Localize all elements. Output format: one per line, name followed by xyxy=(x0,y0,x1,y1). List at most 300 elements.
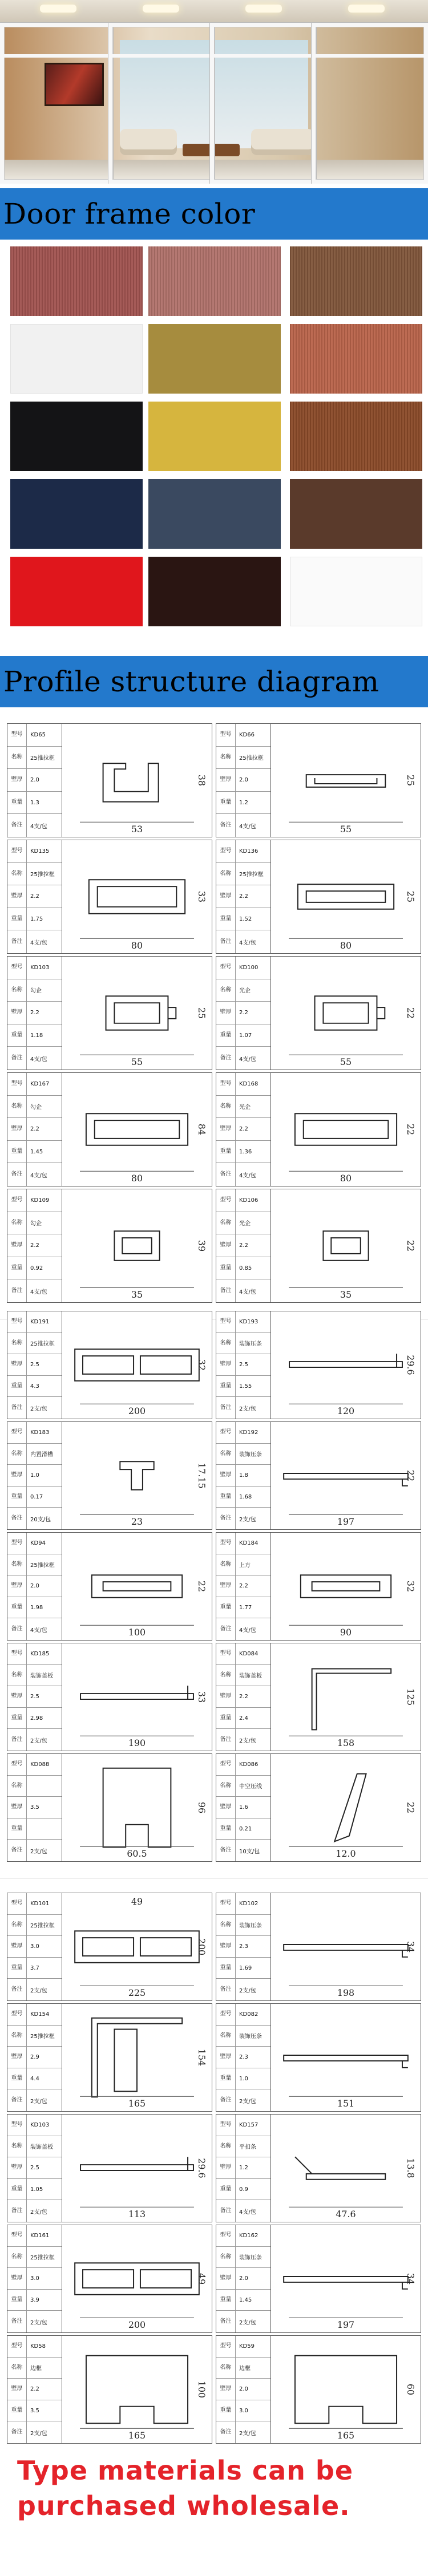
spec-value-thickness: 2.0 xyxy=(239,776,248,783)
dimension-label: 125 xyxy=(405,1688,416,1706)
profile-spec-table xyxy=(7,2115,62,2222)
spec-value-thickness: 2.2 xyxy=(239,1582,248,1589)
spec-label-weight: 重量 xyxy=(7,2068,27,2089)
spec-row-pack xyxy=(216,1979,270,2000)
spec-row-pack xyxy=(216,2311,270,2332)
spec-row-pack xyxy=(216,814,270,837)
profile-section-drawing xyxy=(62,1189,212,1302)
spec-row-weight xyxy=(7,1141,62,1164)
profile-section-drawing xyxy=(271,1189,421,1302)
dimension-label: 80 xyxy=(340,940,352,951)
spec-value-model: KD102 xyxy=(239,1900,259,1907)
spec-row-model xyxy=(7,1422,62,1444)
spec-value-name: 装饰压条 xyxy=(239,1452,262,1459)
spec-value-weight: 1.77 xyxy=(239,1604,252,1611)
profile-section-drawing xyxy=(271,1422,421,1529)
spec-label-name: 名称 xyxy=(7,2358,27,2379)
dimension-label: 100 xyxy=(128,1627,146,1638)
spec-value-pack: 2支/包 xyxy=(30,2319,47,2326)
profile-outline xyxy=(80,2157,193,2170)
spec-value-name: 25推拉框 xyxy=(239,755,264,762)
profile-card xyxy=(216,1532,421,1641)
spec-value-weight: 2.4 xyxy=(239,1715,248,1722)
profile-outline xyxy=(106,996,176,1030)
spec-label-pack: 备注 xyxy=(7,2311,27,2332)
profile-spec-table xyxy=(7,840,62,953)
spec-value-model: KD136 xyxy=(239,848,259,854)
spec-value-pack: 2支/包 xyxy=(30,2430,47,2437)
profile-card xyxy=(216,1189,421,1303)
profile-outline xyxy=(284,1473,408,1486)
spec-value-pack: 2支/包 xyxy=(30,1848,47,1855)
profile-drawing-svg xyxy=(62,2004,212,2111)
spec-label-name: 名称 xyxy=(7,979,27,1002)
spec-label-pack: 备注 xyxy=(216,2200,236,2222)
dimension-label: 200 xyxy=(128,1406,146,1417)
spec-row-model xyxy=(216,1533,270,1554)
profile-outline xyxy=(295,1113,397,1145)
spec-label-thickness: 壁厚 xyxy=(7,1002,27,1024)
spec-value-model: KD135 xyxy=(30,848,50,854)
spec-row-model xyxy=(216,724,270,747)
spec-value-thickness: 1.8 xyxy=(239,1472,248,1479)
spec-value-pack: 4支/包 xyxy=(239,823,256,830)
spec-value-weight: 0.17 xyxy=(30,1493,43,1500)
dimension-label: 25 xyxy=(196,1007,207,1019)
spec-label-model: 型号 xyxy=(7,2004,27,2025)
spec-label-pack: 备注 xyxy=(216,1618,236,1640)
spec-row-model xyxy=(7,2225,62,2247)
spec-row-thickness xyxy=(7,1575,62,1597)
spec-row-thickness xyxy=(7,2047,62,2068)
spec-label-pack: 备注 xyxy=(216,2311,236,2332)
spec-row-name xyxy=(7,2247,62,2269)
spec-label-pack: 备注 xyxy=(216,2421,236,2443)
profile-section-drawing xyxy=(271,2225,421,2332)
profile-drawing-svg xyxy=(271,2004,421,2111)
profile-spec-table xyxy=(7,2225,62,2332)
spec-row-pack xyxy=(216,1279,270,1302)
door-frame-center-left xyxy=(108,23,215,184)
spec-row-weight xyxy=(216,2400,270,2422)
profile-outline xyxy=(301,1575,391,1598)
spec-label-pack: 备注 xyxy=(7,2200,27,2222)
spec-label-thickness: 壁厚 xyxy=(216,2268,236,2289)
spec-label-model: 型号 xyxy=(7,2225,27,2246)
spec-row-pack xyxy=(216,1508,270,1529)
spec-label-thickness: 壁厚 xyxy=(7,1118,27,1140)
spec-value-thickness: 2.0 xyxy=(239,2385,248,2392)
spec-label-model: 型号 xyxy=(216,2225,236,2246)
spec-value-name: 25推拉框 xyxy=(30,1341,55,1348)
spec-row-weight xyxy=(7,908,62,931)
profile-outline xyxy=(295,2157,385,2180)
profile-outline xyxy=(92,1575,182,1598)
dimension-label: 29.6 xyxy=(196,2158,207,2178)
spec-label-pack: 备注 xyxy=(216,1397,236,1419)
spec-value-weight: 1.0 xyxy=(239,2075,248,2082)
spec-row-thickness xyxy=(216,1118,270,1141)
spec-label-weight: 重量 xyxy=(7,1597,27,1618)
profile-spec-table xyxy=(7,2336,62,2443)
spec-value-pack: 4支/包 xyxy=(30,939,47,946)
spec-label-name: 名称 xyxy=(7,1776,27,1797)
profile-outline xyxy=(114,1231,159,1260)
spec-row-name xyxy=(7,1665,62,1687)
spec-value-thickness: 2.2 xyxy=(30,2385,39,2392)
spec-label-weight: 重量 xyxy=(216,1487,236,1508)
profile-drawing-svg xyxy=(62,1754,212,1861)
spec-label-model: 型号 xyxy=(216,1073,236,1095)
spec-row-weight xyxy=(216,1257,270,1280)
spec-row-model xyxy=(216,2336,270,2358)
spec-value-thickness: 2.2 xyxy=(30,1009,39,1016)
spec-label-name: 名称 xyxy=(216,2026,236,2047)
spec-label-thickness: 壁厚 xyxy=(7,1797,27,1818)
spec-row-thickness xyxy=(216,1575,270,1597)
dimension-label: 198 xyxy=(337,1987,355,1999)
spec-row-thickness xyxy=(7,1234,62,1257)
spec-value-name: 中空压线 xyxy=(239,1784,262,1791)
spec-value-name: 25推拉框 xyxy=(30,2255,55,2262)
spec-row-name xyxy=(7,2136,62,2158)
spec-value-thickness: 2.5 xyxy=(30,2164,39,2171)
profile-card xyxy=(216,840,421,954)
dimension-label: 55 xyxy=(340,824,352,835)
dimension-label: 165 xyxy=(128,2098,146,2109)
spec-label-weight: 重量 xyxy=(7,792,27,814)
spec-value-pack: 2支/包 xyxy=(30,1987,47,1994)
spec-row-name xyxy=(7,1554,62,1576)
hero-photo xyxy=(0,0,428,184)
profile-outline xyxy=(306,775,386,787)
spec-row-weight xyxy=(7,2290,62,2311)
spec-label-thickness: 壁厚 xyxy=(216,885,236,908)
spec-label-weight: 重量 xyxy=(7,1024,27,1047)
spec-value-thickness: 3.0 xyxy=(30,2275,39,2282)
spec-value-model: KD65 xyxy=(30,731,46,738)
dimension-label: 197 xyxy=(337,2319,355,2331)
profile-drawing-svg xyxy=(62,2115,212,2222)
spec-row-pack xyxy=(7,1163,62,1186)
spec-value-model: KD100 xyxy=(239,964,259,971)
spec-label-thickness: 壁厚 xyxy=(216,1575,236,1597)
spec-row-weight xyxy=(216,1487,270,1508)
spec-label-pack: 备注 xyxy=(216,1279,236,1302)
profile-card xyxy=(7,2003,212,2112)
dimension-label: 25 xyxy=(405,890,416,903)
spec-row-thickness xyxy=(216,769,270,792)
spec-value-name: 装饰压条 xyxy=(239,2034,262,2040)
spec-label-pack: 备注 xyxy=(7,930,27,953)
spec-row-thickness xyxy=(7,1797,62,1818)
spec-label-name: 名称 xyxy=(7,1665,27,1686)
profile-spec-table xyxy=(216,2225,271,2332)
color-swatch-yellow-gold xyxy=(148,402,281,471)
spec-value-model: KD66 xyxy=(239,731,255,738)
spec-value-name: 25推拉框 xyxy=(30,1923,55,1930)
spec-label-thickness: 壁厚 xyxy=(7,885,27,908)
spec-row-name xyxy=(216,1554,270,1576)
color-swatch-slate-blue xyxy=(148,479,281,549)
spec-value-pack: 4支/包 xyxy=(30,823,47,830)
spec-value-pack: 2支/包 xyxy=(30,2209,47,2215)
profile-drawing-svg xyxy=(62,1311,212,1419)
spec-value-name: 25推拉框 xyxy=(30,755,55,762)
spec-row-thickness xyxy=(7,1686,62,1708)
spec-row-model xyxy=(216,1893,270,1915)
spec-row-name xyxy=(216,979,270,1002)
profile-section-drawing xyxy=(271,840,421,953)
spec-value-model: KD157 xyxy=(239,2121,259,2128)
spec-value-pack: 4支/包 xyxy=(30,1627,47,1634)
spec-row-pack xyxy=(7,1508,62,1529)
spec-value-name: 装饰盖板 xyxy=(239,1673,262,1680)
spec-value-thickness: 3.0 xyxy=(30,1943,39,1950)
profile-drawing-svg xyxy=(62,957,212,1070)
spec-value-pack: 4支/包 xyxy=(30,1172,47,1179)
profile-section-drawing xyxy=(62,1073,212,1186)
spec-value-pack: 4支/包 xyxy=(239,1289,256,1295)
profile-outline xyxy=(284,1945,408,1957)
spec-label-weight: 重量 xyxy=(216,1141,236,1163)
profile-spec-table xyxy=(216,1422,271,1529)
spec-label-model: 型号 xyxy=(216,1643,236,1664)
profile-section-title: Profile structure diagram xyxy=(3,665,379,698)
spec-value-weight: 1.07 xyxy=(239,1032,252,1039)
spec-value-model: KD183 xyxy=(30,1429,50,1436)
profile-drawing-svg xyxy=(271,957,421,1070)
spec-label-thickness: 壁厚 xyxy=(216,1465,236,1486)
spec-row-pack xyxy=(7,2421,62,2443)
dimension-label: 80 xyxy=(131,940,143,951)
spec-row-weight xyxy=(7,1708,62,1730)
spec-value-model: KD101 xyxy=(30,1900,50,1907)
profile-card xyxy=(7,1421,212,1530)
spec-value-model: KD59 xyxy=(239,2343,255,2350)
color-swatch-grid xyxy=(0,246,428,634)
spec-label-model: 型号 xyxy=(7,724,27,746)
dimension-label: 32 xyxy=(405,1580,416,1593)
spec-label-name: 名称 xyxy=(216,1212,236,1234)
spec-label-thickness: 壁厚 xyxy=(7,2157,27,2178)
profile-section-drawing xyxy=(62,724,212,837)
profile-card xyxy=(7,2335,212,2444)
dimension-label: 22 xyxy=(405,1123,416,1136)
spec-row-name xyxy=(7,1444,62,1465)
spec-row-weight xyxy=(216,1708,270,1730)
spec-row-pack xyxy=(7,2311,62,2332)
dimension-label: 80 xyxy=(131,1173,143,1184)
spec-row-model xyxy=(216,1422,270,1444)
spec-row-model xyxy=(216,1073,270,1096)
profile-card xyxy=(7,1189,212,1303)
dimension-label: 17.15 xyxy=(196,1463,207,1489)
spec-label-thickness: 壁厚 xyxy=(216,2157,236,2178)
spec-label-model: 型号 xyxy=(216,1754,236,1775)
profile-card xyxy=(216,1643,421,1751)
spec-label-model: 型号 xyxy=(7,957,27,979)
spec-value-name: 边框 xyxy=(30,2366,42,2372)
spec-row-name xyxy=(216,863,270,886)
spec-value-name: 25推拉框 xyxy=(30,2034,55,2040)
profile-card xyxy=(216,2003,421,2112)
dimension-label: 38 xyxy=(196,774,207,787)
profile-section-drawing xyxy=(271,1073,421,1186)
spec-row-weight xyxy=(216,908,270,931)
spec-value-model: KD154 xyxy=(30,2011,50,2018)
spec-row-pack xyxy=(7,1840,62,1861)
spec-value-thickness: 2.2 xyxy=(30,893,39,900)
spec-row-weight xyxy=(7,1376,62,1398)
spec-value-model: KD185 xyxy=(30,1650,50,1657)
spec-row-name xyxy=(216,747,270,769)
door-frame-center-right xyxy=(210,23,316,184)
spec-row-weight xyxy=(7,2179,62,2201)
spec-value-thickness: 2.0 xyxy=(30,1582,39,1589)
spec-label-name: 名称 xyxy=(216,1096,236,1118)
spec-label-weight: 重量 xyxy=(7,1487,27,1508)
spec-row-thickness xyxy=(216,2268,270,2290)
spec-value-pack: 4支/包 xyxy=(30,1289,47,1295)
spec-label-model: 型号 xyxy=(7,1311,27,1332)
profile-outline xyxy=(103,1768,171,1848)
spec-label-weight: 重量 xyxy=(7,908,27,930)
profile-spec-table xyxy=(7,1643,62,1751)
profile-card xyxy=(7,1893,212,2001)
dimension-label: 49 xyxy=(196,2273,207,2285)
spec-label-pack: 备注 xyxy=(216,1840,236,1861)
spec-value-model: KD162 xyxy=(239,2232,259,2239)
spec-row-model xyxy=(7,2115,62,2136)
spec-label-name: 名称 xyxy=(216,1554,236,1575)
spec-row-model xyxy=(216,957,270,979)
profile-card xyxy=(7,1753,212,1862)
profile-outline xyxy=(284,2277,408,2289)
profile-outline xyxy=(75,1349,199,1380)
profile-card xyxy=(7,723,212,837)
dimension-label: 33 xyxy=(196,890,207,903)
spec-value-thickness: 2.9 xyxy=(30,2053,39,2060)
profile-spec-table xyxy=(7,1073,62,1186)
spec-label-name: 名称 xyxy=(216,979,236,1002)
spec-row-pack xyxy=(7,930,62,953)
profile-card xyxy=(7,2225,212,2333)
spec-label-thickness: 壁厚 xyxy=(7,1234,27,1257)
spec-row-thickness xyxy=(7,2379,62,2400)
dimension-label: 165 xyxy=(128,2430,146,2441)
profile-card xyxy=(216,2335,421,2444)
spec-label-model: 型号 xyxy=(7,2115,27,2136)
spec-label-model: 型号 xyxy=(216,724,236,746)
profile-drawing-svg xyxy=(271,1893,421,2000)
dimension-label: 13.8 xyxy=(405,2158,416,2178)
spec-row-weight xyxy=(216,2179,270,2201)
dimension-label: 47.6 xyxy=(336,2209,356,2220)
spec-label-thickness: 壁厚 xyxy=(7,1354,27,1375)
spec-row-model xyxy=(7,2004,62,2026)
dimension-label: 22 xyxy=(405,1801,416,1814)
dimension-label: 53 xyxy=(131,824,143,835)
door-frame-right xyxy=(312,23,428,184)
spec-label-name: 名称 xyxy=(7,2247,27,2268)
spec-label-model: 型号 xyxy=(216,1533,236,1554)
spec-label-pack: 备注 xyxy=(216,1508,236,1529)
spec-label-name: 名称 xyxy=(216,2358,236,2379)
spec-value-name: 装饰压条 xyxy=(239,1341,262,1348)
spec-row-name xyxy=(7,863,62,886)
spec-row-name xyxy=(7,1212,62,1235)
ceiling-light xyxy=(143,5,179,13)
spec-value-name: 装饰盖板 xyxy=(30,1673,53,1680)
spec-value-model: KD58 xyxy=(30,2343,46,2350)
spec-label-pack: 备注 xyxy=(216,1047,236,1070)
spec-label-model: 型号 xyxy=(7,1189,27,1212)
profile-card xyxy=(7,1532,212,1641)
spec-label-thickness: 壁厚 xyxy=(216,1354,236,1375)
spec-row-thickness xyxy=(216,2157,270,2179)
spec-label-model: 型号 xyxy=(216,2004,236,2025)
profile-drawing-svg xyxy=(271,1189,421,1302)
spec-label-pack: 备注 xyxy=(7,1729,27,1751)
profile-spec-table xyxy=(216,1073,271,1186)
profile-outline xyxy=(334,1774,366,1842)
profile-outline xyxy=(86,1113,188,1145)
ceiling-light xyxy=(40,5,76,13)
spec-row-pack xyxy=(216,1047,270,1070)
profile-drawing-svg xyxy=(62,1422,212,1529)
profile-drawing-svg xyxy=(62,1189,212,1302)
dimension-label: 22 xyxy=(196,1580,207,1593)
spec-row-thickness xyxy=(216,2379,270,2400)
spec-value-thickness: 2.2 xyxy=(239,1693,248,1700)
profile-outline xyxy=(103,763,159,801)
spec-label-weight: 重量 xyxy=(216,2179,236,2200)
spec-label-thickness: 壁厚 xyxy=(7,1575,27,1597)
profile-card xyxy=(216,1753,421,1862)
spec-row-thickness xyxy=(216,2047,270,2068)
spec-label-model: 型号 xyxy=(7,1754,27,1775)
profile-drawing-svg xyxy=(271,1422,421,1529)
spec-row-thickness xyxy=(7,1465,62,1487)
spec-label-name: 名称 xyxy=(7,1333,27,1354)
spec-label-pack: 备注 xyxy=(7,1397,27,1419)
spec-row-weight xyxy=(7,2068,62,2090)
spec-row-name xyxy=(216,2026,270,2047)
spec-label-name: 名称 xyxy=(7,1554,27,1575)
spec-row-name xyxy=(216,1333,270,1355)
dimension-label: 200 xyxy=(128,2319,146,2331)
spec-label-name: 名称 xyxy=(7,2136,27,2157)
spec-row-weight xyxy=(7,792,62,815)
spec-row-weight xyxy=(7,1257,62,1280)
color-swatch-rose-wood xyxy=(148,246,281,316)
dimension-label: 154 xyxy=(196,2048,207,2067)
spec-label-model: 型号 xyxy=(216,957,236,979)
spec-row-weight xyxy=(216,2290,270,2311)
profile-section-drawing xyxy=(62,2336,212,2443)
wholesale-notice-line1: Type materials can be xyxy=(17,2455,354,2486)
profile-drawing-svg xyxy=(271,1311,421,1419)
profile-card xyxy=(7,1072,212,1186)
spec-row-model xyxy=(7,2336,62,2358)
profile-drawing-svg xyxy=(62,1073,212,1186)
dimension-label: 34 xyxy=(405,2273,416,2285)
spec-value-pack: 2支/包 xyxy=(30,1737,47,1744)
spec-row-pack xyxy=(7,814,62,837)
profile-outline xyxy=(312,1669,391,1730)
spec-row-pack xyxy=(7,1397,62,1419)
